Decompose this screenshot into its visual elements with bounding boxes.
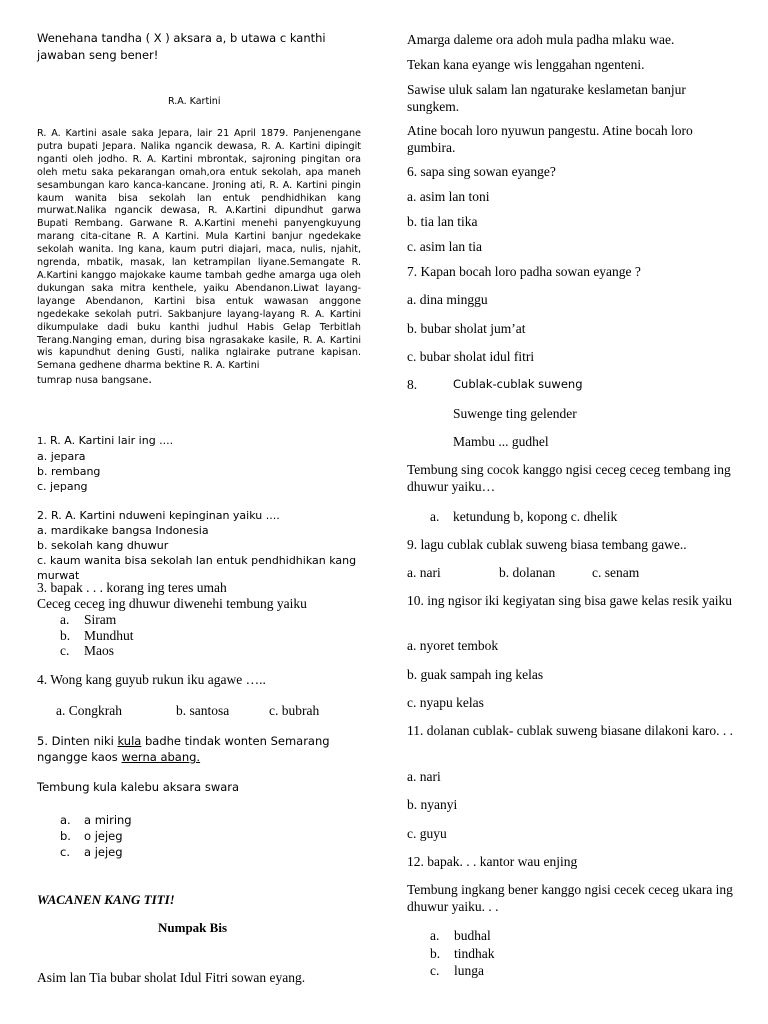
question-11-text: 11. dolanan cublak- cublak suweng biasane dilakoni karo. . . [407, 723, 734, 738]
question-11-option-c: c. guyu [407, 826, 447, 841]
question-5-underlined-werna: werna abang. [121, 750, 201, 764]
question-11-option-b: b. nyanyi [407, 797, 458, 812]
question-6-option-b: b. tia lan tika [407, 214, 478, 229]
question-10-option-c: c. nyapu kelas [407, 695, 484, 710]
option-letter: b. [430, 945, 441, 961]
question-7-option-b: b. bubar sholat jum’at [407, 321, 526, 336]
question-5-pre: 5. Dinten niki [37, 734, 118, 748]
question-7-text: 7. Kapan bocah loro padha sowan eyange ? [407, 264, 641, 279]
option-text: lunga [454, 963, 484, 978]
option-letter: c. [430, 963, 440, 978]
question-5-underlined-kula: kula [117, 734, 142, 748]
question-3-options [60, 612, 134, 659]
question-1 [37, 433, 367, 494]
question-2-option-a: a. mardikake bangsa Indonesia [37, 524, 209, 537]
question-1-number: 1. [37, 436, 47, 447]
song-line-1: Cublak-cublak suweng [453, 377, 583, 391]
option-letter: a. [60, 813, 71, 827]
question-4-option-c: c. bubrah [269, 703, 320, 718]
question-3 [37, 580, 367, 612]
option-text: Mundhut [84, 627, 134, 643]
story-paragraph-1: Amarga daleme ora adoh mula padha mlaku wae. [407, 32, 675, 47]
passage-body: R. A. Kartini asale saka Jepara, lair 21 April 1879. Panjenengane putra bupati Jepara. Nalika ngancik dewasa, R. A. Kartini dipingit nganti oleh jodho. R. A. Kartini mbrontak, sajroning pingitan ora oleh metu saka pekarangan omah,ora entuk sekolah, apa maneh sesambungan karo kanca-kancane. Jroning ati, R. A. Kartini pingin kaum wanita bisa sekolah lan entuk pendhidhikan kang murwat.Nalika ngancik dewasa, R. A.Kartini dipundhut garwa Bupati Rembang. Garwane R. A.Kartini menehi panyengkuyung marang cita-citane R. A Kartini. Mula Kartini banjur ngedekake sekolah wanita. Ing kana, kaum putri diajari, maca, nulis, njahit, ngrenda, mbatik, masak, lan ketrampilan liyane.Semangate R. A.Kartini kanggo majokake kaume tambah gedhe amarga uga oleh dukungan saka mitra kenthele, yaiku Abendanon.Liwat layang-layange Abendanon, Kartini bisa entuk wawasan anggone ngedekake sekolah putri. Sakbanjure layang-layang R. A. Kartini dikumpulake dadi buku kanthi judhul Habis Gelap Terbitlah Terang.Nanging eman, during bisa ngrasakake kasile, R. A. Kartini wis kapundhut dening Gusti, nalika nglairake putrane kapisan. Semana gedhene dharma bektine R. A. Kartini [37, 128, 361, 372]
option-text: Maos [84, 643, 114, 658]
passage-last-line: tumrap nusa bangsane [37, 375, 149, 387]
passage-title: R.A. Kartini [168, 96, 221, 107]
passage-end-dot: . [148, 372, 153, 387]
question-5-mid: badhe tindak wonten Semarang ngangge kaos [37, 734, 330, 764]
question-12-options [430, 927, 630, 980]
reading-instruction: WACANEN KANG TITI! [37, 892, 175, 907]
option-text: tindhak [454, 945, 495, 961]
question-12-option-b [430, 945, 630, 963]
question-12-option-c [430, 962, 630, 980]
question-9-options [407, 564, 737, 581]
question-5-option-a [60, 812, 132, 828]
passage-text [37, 128, 361, 388]
question-3-option-c [60, 643, 134, 659]
question-5-prompt: Tembung kula kalebu aksara swara [37, 780, 240, 794]
question-8-option-letter: a. [430, 509, 440, 524]
option-text: a miring [84, 813, 132, 827]
question-11-option-a: a. nari [407, 769, 441, 784]
option-letter: c. [60, 845, 70, 859]
question-5-text [37, 733, 367, 765]
question-1-stem: R. A. Kartini lair ing .... [50, 434, 174, 447]
question-8-number: 8. [407, 377, 418, 392]
story-paragraph-3: Sawise uluk salam lan ngaturake keslametan banjur sungkem. [407, 82, 686, 114]
question-6-option-a: a. asim lan toni [407, 189, 490, 204]
story-paragraph-4: Atine bocah loro nyuwun pangestu. Atine bocah loro gumbira. [407, 123, 693, 155]
question-3-line-2: Ceceg ceceg ing dhuwur diwenehi tembung yaiku [37, 596, 307, 611]
question-9-option-c: c. senam [592, 565, 640, 580]
story-first-line: Asim lan Tia bubar sholat Idul Fitri sowan eyang. [37, 970, 306, 985]
question-3-option-a [60, 612, 134, 628]
question-7-option-c: c. bubar sholat idul fitri [407, 349, 535, 364]
question-4-option-b: b. santosa [176, 703, 230, 718]
option-letter: a. [60, 612, 70, 627]
question-5-option-c [60, 844, 132, 860]
question-9-option-a: a. nari [407, 565, 441, 580]
question-2-option-b: b. sekolah kang dhuwur [37, 539, 169, 552]
song-line-2: Suwenge ting gelender [453, 406, 577, 421]
question-6-option-c: c. asim lan tia [407, 239, 482, 254]
question-8-options: ketundung b, kopong c. dhelik [453, 509, 618, 524]
question-4-text: 4. Wong kang guyub rukun iku agawe ….. [37, 672, 266, 687]
question-3-option-b [60, 628, 134, 644]
question-1-option-a: a. jepara [37, 450, 86, 463]
question-2-option-c: c. kaum wanita bisa sekolah lan entuk pendhidhikan kang murwat [37, 554, 357, 582]
option-letter: a. [430, 928, 440, 943]
question-1-option-c: c. jepang [37, 480, 88, 493]
question-4-option-a: a. Congkrah [56, 703, 122, 718]
question-2-text: 2. R. A. Kartini nduweni kepinginan yaiku .... [37, 509, 280, 522]
question-10-option-a: a. nyoret tembok [407, 638, 499, 653]
question-12-prompt: Tembung ingkang bener kanggo ngisi cecek ceceg ukara ing dhuwur yaiku. . . [407, 882, 733, 914]
question-5-options [60, 812, 132, 860]
option-text: o jejeg [84, 829, 123, 843]
option-text: a jejeg [84, 845, 123, 859]
question-2 [37, 508, 367, 583]
question-10-text: 10. ing ngisor iki kegiyatan sing bisa gawe kelas resik yaiku [407, 593, 733, 608]
option-letter: b. [60, 627, 71, 643]
option-letter: c. [60, 643, 70, 658]
story-title: Numpak Bis [158, 920, 227, 935]
question-6-text: 6. sapa sing sowan eyange? [407, 164, 556, 179]
question-4-options [56, 703, 319, 719]
question-1-option-b: b. rembang [37, 465, 101, 478]
story-paragraph-2: Tekan kana eyange wis lenggahan ngenteni. [407, 57, 645, 72]
question-9-text: 9. lagu cublak cublak suweng biasa tembang gawe.. [407, 537, 687, 552]
question-10-option-b: b. guak sampah ing kelas [407, 667, 544, 682]
option-text: Siram [84, 612, 117, 627]
instruction-text: Wenehana tandha ( X ) aksara a, b utawa c kanthi jawaban seng bener! [37, 31, 326, 62]
question-12-text: 12. bapak. . . kantor wau enjing [407, 854, 578, 869]
question-8-text: Tembung sing cocok kanggo ngisi ceceg ceceg tembang ing dhuwur yaiku… [407, 462, 731, 494]
song-line-3: Mambu ... gudhel [453, 434, 549, 449]
question-9-option-b: b. dolanan [499, 565, 556, 580]
question-5-option-b [60, 828, 132, 844]
option-text: budhal [454, 928, 491, 943]
question-7-option-a: a. dina minggu [407, 292, 488, 307]
question-12-option-a [430, 927, 630, 945]
option-letter: b. [60, 829, 71, 843]
question-3-line-1: 3. bapak . . . korang ing teres umah [37, 580, 227, 595]
question-1-text [37, 433, 367, 449]
